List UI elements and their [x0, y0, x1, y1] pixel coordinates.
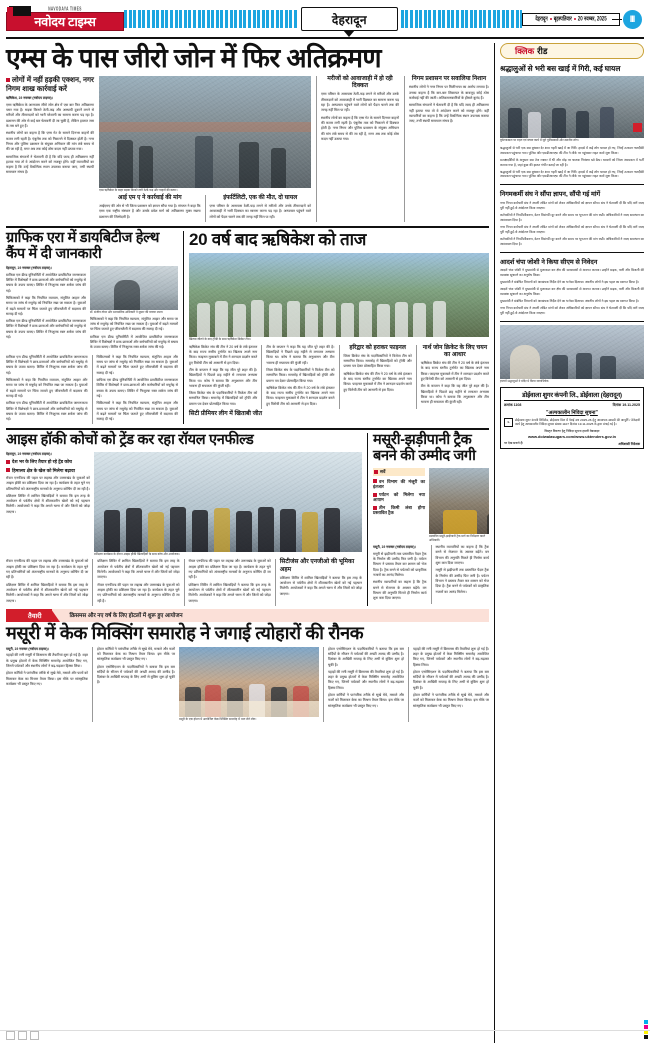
lead-column-1 [6, 76, 94, 222]
lead-sub-body-1: एम्स परिसर के आसपास ठेली-फड़ लगने से मरीजों और उनके तीमारदारों को आवाजाही में भारी दिक्कत का सामना करना पड़ रहा है। अस्पताल पहुंचने वाले लोगों को पैदल चलने तक की जगह नहीं मिल पा रही। [321, 92, 399, 113]
second-deck [6, 231, 489, 424]
cricket-column-4 [416, 345, 489, 409]
cake-tag-label: तैयारी [6, 609, 52, 622]
publication-logo[interactable] [6, 7, 124, 31]
lead-body-2: स्थानीय लोगों का कहना है कि एम्स गेट के सामने दिनभर वाहनों की कतार लगी रहती है। एंबुलेंस तक को निकलने में दिक्कत होती है। नगर निगम और पुलिस प्रशासन के संयुक्त अभियान की मांग लंबे समय से की जा रही है, मगर अब तक कोई ठोस कदम नहीं उठाया गया। [6, 131, 94, 152]
hockey-photo [94, 452, 362, 552]
rail-temple-caption: हजारों श्रद्धालुओं ने मंदिर में किया जलाभिषेक [500, 378, 549, 383]
footer-rule [0, 1030, 650, 1031]
lead-sub-body-1b: स्थानीय लोगों का कहना है कि एम्स गेट के सामने दिनभर वाहनों की कतार लगी रहती है। एंबुलेंस तक को निकलने में दिक्कत होती है। नगर निगम और पुलिस प्रशासन के संयुक्त अभियान की मांग लंबे समय से की जा रही है, मगर अब तक कोई ठोस कदम नहीं उठाया गया। [321, 115, 399, 141]
hockey-body-4: रॉयल एनफील्ड की पहल पर लद्दाख और उत्तराखंड के युवाओं को आइस हॉकी का प्रशिक्षण दिया जा रहा है। कार्यक्रम के तहत चुने गए प्रतिभागियों को अंतरराष्ट्रीय मानकों के अनुरूप कोचिंग दी जा रही है। [188, 559, 271, 580]
health-column-4 [92, 355, 179, 425]
hockey-body-2: रॉयल एनफील्ड की पहल पर लद्दाख और उत्तराखंड के युवाओं को आइस हॉकी का प्रशिक्षण दिया जा रहा है। कार्यक्रम के तहत चुने गए प्रतिभागियों को अंतरराष्ट्रीय मानकों के अनुरूप कोचिंग दी जा रही है। [6, 559, 89, 580]
hockey-story [6, 433, 362, 605]
lead-photo-caption: एम्स ऋषिकेश के बाहर सड़क किनारे लगी ठेली-फड़ और वाहनों की कतार। [99, 188, 178, 193]
ad-item-text: डोईवाला शुगर कंपनी लिमिटेड, डोईवाला मिल में पेराई सत्र 2025-26 हेतु आवश्यक सामग्री की आपूर्ति / ठेकेदारी कार्य हेतु अल्पकालीन निविदा सूचना संख्या 1107 दिनांक 19.11.2025 के द्वारा मंगाई गई है। [515, 417, 640, 427]
trek-body-1: मसूरी से झड़ीपानी तक प्रस्तावित पैदल ट्रैक के निर्माण की उम्मीद फिर जगी है। पर्यटन विभाग ने प्रस्ताव तैयार कर शासन को भेज दिया है। ट्रैक बनने से पर्यटकों को प्राकृतिक नजारों का आनंद मिलेगा। [373, 551, 427, 578]
hockey-body-3: प्रशिक्षण शिविर में शामिल खिलाड़ियों ने बताया कि इस तरह के आयोजन से पर्वतीय क्षेत्रों में शीतकालीन खेलों को नई पहचान मिलेगी। आयोजकों ने कहा कि अगले चरण में और जिलों को जोड़ा जाएगा। [97, 559, 180, 580]
cricket-subhead-2: नार्थ जोन क्रिकेट के लिए चयन का आधार [422, 344, 488, 358]
health-column-3 [6, 355, 88, 425]
trek-photo [429, 468, 489, 534]
cricket-body-3: जिला क्रिकेट संघ के पदाधिकारियों ने विजेता टीम को सम्मानित किया। समारोह में खिलाड़ियों को ट्रॉफी और प्रमाण पत्र देकर प्रोत्साहित किया गया। [343, 353, 412, 369]
dateline [522, 13, 620, 26]
lead-sub-body-3: आईएमए की ओर से भी जिला प्रशासन को ज्ञापन सौंपा गया है। संगठन ने कहा कि एम्स एक राष्ट्रीय संस्थान है और उसके प्रवेश मार्ग को अतिक्रमण मुक्त रखना प्रशासन की जिम्मेदारी है। [99, 204, 201, 219]
cake-body-2b: होटल एसोसिएशन के पदाधिकारियों ने बताया कि इस बार सर्दियों के सीजन में पर्यटकों की अच्छी आमद की उम्मीद है। दिसंबर के आखिरी सप्ताह के लिए अभी से बुकिंग शुरू हो चुकी है। [97, 664, 175, 685]
rail-lead-photo [500, 76, 644, 138]
cricket-column-3 [339, 345, 412, 409]
hockey-column-1 [6, 452, 90, 557]
reg-mark-2 [18, 1031, 27, 1040]
cricket-body-2: टीम के कप्तान ने कहा कि यह जीत पूरे शहर की है। खिलाड़ियों ने पिछले छह महीने से लगातार अभ्यास किया था। कोच ने बताया कि अनुशासन और टीम भावना ही सफलता की कुंजी रही। [266, 344, 335, 365]
ad-ref-label: क्रमांक [504, 402, 513, 407]
cricket-body-1c: जिला क्रिकेट संघ के पदाधिकारियों ने विजेता टीम को सम्मानित किया। समारोह में खिलाड़ियों को ट्रॉफी और प्रमाण पत्र देकर प्रोत्साहित किया गया। [189, 391, 258, 406]
cake-photo-caption: मसूरी के एक होटल में आयोजित केक मिक्सिंग समारोह में भाग लेते लोग। [179, 716, 257, 721]
page-body [6, 43, 644, 1043]
logo-title: नवोदय टाइम्स [34, 15, 96, 29]
decorative-bars-left [124, 10, 298, 28]
lead-body-1: एम्स ऋषिकेश के आसपास जीरो जोन क्षेत्र में एक बार फिर अतिक्रमण पसर गया है। सड़क किनारे ठेली-फड़ और अस्थायी दुकानें लगने से मरीजों और तीमारदारों को भारी परेशानी का सामना करना पड़ रहा है। प्रशासन की ओर से कई बार चेतावनी दी जा चुकी है, लेकिन हालात जस के तस बने हुए हैं। [6, 102, 94, 128]
health-body-3: ग्राफिक एरा डीम्ड यूनिवर्सिटी में आयोजित डायबिटीज जागरूकता शिविर में विशेषज्ञों ने छात्र-छात्राओं और कर्मचारियों को मधुमेह से बचाव के उपाय बताए। शिविर में निःशुल्क रक्त शर्करा जांच की गई। [6, 354, 88, 375]
page-number-badge [620, 10, 644, 29]
trek-column-2 [373, 545, 427, 603]
cricket-story [183, 231, 489, 424]
cake-byline: मसूरी, 19 नवम्बर (नवोदय टाइम्स)। [6, 646, 49, 651]
cake-photo [179, 647, 319, 717]
cricket-headline: 20 वर्ष बाद ऋषिकेश को ताज [189, 230, 367, 250]
hockey-bullet-2: हिमालय क्षेत्र के खेल को मिलेगा बढ़ावा [6, 468, 90, 473]
cake-body-4b: होटल एसोसिएशन के पदाधिकारियों ने बताया कि इस बार सर्दियों के सीजन में पर्यटकों की अच्छी आमद की उम्मीद है। दिसंबर के आखिरी सप्ताह के लिए अभी से बुकिंग शुरू हो चुकी है। [413, 669, 489, 690]
health-body-3c: ग्राफिक एरा डीम्ड यूनिवर्सिटी में आयोजित डायबिटीज जागरूकता शिविर में विशेषज्ञों ने छात्र-छात्राओं और कर्मचारियों को मधुमेह से बचाव के उपाय बताए। शिविर में निःशुल्क रक्त शर्करा जांच की गई। [6, 401, 88, 422]
rail-body-4b: नगर निगम कर्मचारी संघ ने अपनी लंबित मांगों को लेकर अधिकारियों को ज्ञापन सौंपा। संघ ने चेतावनी दी कि यदि मांगें जल्द पूरी नहीं हुईं तो आंदोलन किया जाएगा। [500, 224, 644, 234]
ad-notice-title: "अल्पकालीन निविदा सूचना" [546, 409, 598, 416]
cake-tag-line: क्रिसमस और नए वर्ष के लिए होटलों में शुरू हुए आयोजन [52, 609, 489, 622]
rail-story-3-body [500, 268, 644, 318]
cricket-body-1: ऋषिकेश क्रिकेट संघ की टीम ने 20 वर्ष के लंबे इंतजार के बाद राज्य स्तरीय टूर्नामेंट का खिताब अपने नाम किया। फाइनल मुकाबले में टीम ने शानदार प्रदर्शन करते हुए विरोधी टीम को आसानी से हरा दिया। [189, 344, 258, 365]
rail-body-6c: मुख्यमंत्री ने संबंधित विभागों को आवश्यक निर्देश देने का भरोसा दिलाया। स्थानीय लोगों ने इस पहल का स्वागत किया है। [500, 298, 639, 303]
health-photo-block [90, 266, 178, 353]
cake-body-1: पहाड़ों की रानी मसूरी में क्रिसमस की तैयारियां शुरू हो गई हैं। शहर के प्रमुख होटलों में केक मिक्सिंग समारोह आयोजित किए गए, जिनमें पर्यटकों और स्थानीय लोगों ने बढ़-चढ़कर हिस्सा लिया। [6, 653, 88, 668]
trek-bullet-3: तीन किमी लंबा होगा प्रस्तावित ट्रैक [373, 505, 425, 516]
ad-footer-text-2: पर देख सकते हैं। [504, 441, 524, 446]
cricket-body-4b: टीम के कप्तान ने कहा कि यह जीत पूरे शहर की है। खिलाड़ियों ने पिछले छह महीने से लगातार अभ्यास किया था। कोच ने बताया कि अनुशासन और टीम भावना ही सफलता की कुंजी रही। [420, 384, 489, 405]
lead-column-4 [404, 76, 489, 222]
dot-separator-icon-2 [574, 18, 576, 20]
lead-sub-body-2: स्थानीय लोगों ने नगर निगम पर मिलीभगत का आरोप लगाया है। उनका कहना है कि बार-बार शिकायत के बावजूद कोई ठोस कार्रवाई नहीं की जाती। अतिक्रमणकारियों के हौसले बुलंद हैं। [409, 85, 489, 100]
cake-body-1b: होटल कर्मियों ने पारंपरिक तरीके से सूखे मेवे, मसाले और फलों को मिलाकर केक का मिश्रण तैयार किया। इस मौके पर सांस्कृतिक कार्यक्रम भी प्रस्तुत किए गए। [6, 671, 88, 686]
ad-date [613, 403, 640, 408]
ad-date-value: 19.11.2025 [622, 402, 640, 407]
lead-body-3: सामाजिक संगठनों ने चेतावनी दी है कि यदि जल्द ही अतिक्रमण नहीं हटाया गया तो वे आंदोलन करने को मजबूर होंगे। वहीं व्यापारियों का कहना है कि उन्हें वैकल्पिक स्थान उपलब्ध कराया जाए, तभी स्थायी समाधान संभव है। [6, 154, 94, 175]
trek-story [367, 433, 489, 605]
reg-mark-1 [6, 1031, 15, 1040]
lead-sub-body-4: एम्स परिसर के आसपास ठेली-फड़ लगने से मरीजों और उनके तीमारदारों को आवाजाही में भारी दिक्कत का सामना करना पड़ रहा है। अस्पताल पहुंचने वाले लोगों को पैदल चलने तक की जगह नहीं मिल पा रही। [209, 204, 311, 219]
lead-byline: ऋषिकेश, 19 नवम्बर (नवोदय टाइम्स)। [6, 96, 53, 101]
trek-byline: मसूरी, 19 नवम्बर (नवोदय टाइम्स)। [373, 545, 416, 550]
third-deck [6, 433, 489, 605]
lead-headline: एम्स के पास जीरो जोन में फिर अतिक्रमण [6, 43, 381, 73]
cake-tag-strip [6, 609, 489, 622]
rail-body-6b: आदर्श चंपा जोशी ने मुख्यमंत्री से मुलाकात कर क्षेत्र की समस्याओं से अवगत कराया। उन्होंने सड़क, पानी और बिजली की व्यवस्था सुधारने का अनुरोध किया। [500, 287, 644, 297]
lead-columns [6, 76, 489, 222]
logo-box [6, 12, 124, 31]
cricket-column-1 [189, 345, 257, 409]
cake-column-3 [323, 647, 404, 722]
reg-mark-3 [30, 1031, 39, 1040]
health-photo [90, 266, 178, 310]
hockey-body-5: प्रशिक्षण शिविर में शामिल खिलाड़ियों ने बताया कि इस तरह के आयोजन से पर्वतीय क्षेत्रों में शीतकालीन खेलों को नई पहचान मिलेगी। आयोजकों ने कहा कि अगले चरण में और जिलों को जोड़ा जाएगा। [279, 575, 362, 596]
hockey-photo-caption: प्रशिक्षण कार्यक्रम के दौरान आइस हॉकी खिलाड़ियों के साथ कोच और आयोजक। [94, 552, 180, 557]
click-read-banner[interactable] [500, 43, 644, 59]
health-column-2 [90, 317, 178, 351]
hockey-column-2 [6, 559, 88, 606]
lead-photo-block [99, 76, 311, 222]
hockey-body-3b: रॉयल एनफील्ड की पहल पर लद्दाख और उत्तराखंड के युवाओं को आइस हॉकी का प्रशिक्षण दिया जा रहा है। कार्यक्रम के तहत चुने गए प्रतिभागियों को अंतरराष्ट्रीय मानकों के अनुरूप कोचिंग दी जा रही है। [97, 582, 180, 603]
city-edition-tab[interactable] [301, 7, 398, 31]
trek-bullet-2: पर्यटन को मिलेगा नया आयाम [373, 491, 425, 503]
ad-ref [504, 403, 521, 408]
ad-company-name: डोईवाला शुगर कंपनी लि., डोईवाला (देहरादून) [504, 390, 640, 401]
ad-footer-text: विस्तृत विवरण हेतु निविदा सूचना हमारी वेबसाइट [544, 428, 600, 433]
ad-date-label: दिनांक [612, 402, 622, 407]
cricket-photo-caption: खिताब जीतने के बाद ट्रॉफी के साथ ऋषिकेश क्रिकेट टीम। [189, 336, 251, 341]
rail-body-6d: नगर निगम कर्मचारी संघ ने अपनी लंबित मांगों को लेकर अधिकारियों को ज्ञापन सौंपा। संघ ने चेतावनी दी कि यदि मांगें जल्द पूरी नहीं हुईं तो आंदोलन किया जाएगा। [500, 305, 644, 315]
hockey-photo-block [94, 452, 362, 557]
lead-column-3 [316, 76, 399, 222]
lead-sub-body-2b: सामाजिक संगठनों ने चेतावनी दी है कि यदि जल्द ही अतिक्रमण नहीं हटाया गया तो वे आंदोलन करने को मजबूर होंगे। वहीं व्यापारियों का कहना है कि उन्हें वैकल्पिक स्थान उपलब्ध कराया जाए, तभी स्थायी समाधान संभव है। [409, 103, 489, 124]
click-read-label-1: क्लिक [515, 45, 535, 56]
cricket-subhead-1: हरिद्वार को हराकर फाइनल [349, 344, 406, 351]
ad-item-number: 1. [504, 418, 513, 427]
cake-story [6, 624, 489, 722]
trek-tag: सर्वे [373, 468, 425, 475]
health-byline: देहरादून, 19 नवम्बर (नवोदय टाइम्स)। [6, 265, 52, 270]
lead-sub-col-a [99, 195, 201, 222]
rail-body-6: मुख्यमंत्री ने संबंधित विभागों को आवश्यक निर्देश देने का भरोसा दिलाया। स्थानीय लोगों ने इस पहल का स्वागत किया है। [500, 280, 639, 285]
hockey-column-3 [92, 559, 179, 606]
lead-subcolumns [99, 195, 311, 222]
rail-lead-headline: श्रद्धालुओं से भरी बस खाई में गिरी, कई घायल [500, 64, 621, 73]
cake-body-3: होटल एसोसिएशन के पदाधिकारियों ने बताया कि इस बार सर्दियों के सीजन में पर्यटकों की अच्छी आमद की उम्मीद है। दिसंबर के आखिरी सप्ताह के लिए अभी से बुकिंग शुरू हो चुकी है। [328, 646, 404, 667]
rail-body-2: प्रत्यक्षदर्शियों के अनुसार बस तेज रफ्तार में थी और मोड़ पर चालक नियंत्रण खो बैठा। घायलों को जिला अस्पताल में भर्ती कराया गया है, जहां कुछ की हालत गंभीर बताई जा रही है। [500, 157, 644, 167]
lead-photo [99, 76, 311, 188]
rail-body-3: नगर निगम कर्मचारी संघ ने अपनी लंबित मांगों को लेकर अधिकारियों को ज्ञापन सौंपा। संघ ने चेतावनी दी कि यदि मांगें जल्द पूरी नहीं हुईं तो आंदोलन किया जाएगा। [500, 201, 644, 211]
main-content-zone [6, 43, 489, 1043]
page-number-text: III [623, 10, 642, 29]
rail-lead-photo-caption: दुर्घटनास्थल पर राहत एवं बचाव कार्य में जुटे पुलिसकर्मी और स्थानीय लोग। [500, 137, 579, 142]
lead-bottom-divider [6, 226, 489, 228]
trek-body-2: स्थानीय व्यापारियों का कहना है कि ट्रैक बनने से रोजगार के अवसर बढ़ेंगे। वन विभाग की अनुमति मिलते ही निर्माण कार्य शुरू करा दिया जाएगा। [435, 545, 489, 566]
cricket-column-2 [261, 345, 334, 409]
decorative-bars-right [401, 10, 522, 28]
dateline-city: देहरादून [535, 14, 548, 22]
print-registration-marks [6, 1031, 39, 1040]
cake-body-4c: होटल कर्मियों ने पारंपरिक तरीके से सूखे मेवे, मसाले और फलों को मिलाकर केक का मिश्रण तैयार किया। इस मौके पर सांस्कृतिक कार्यक्रम भी प्रस्तुत किए गए। [413, 693, 489, 708]
hockey-body-4b: प्रशिक्षण शिविर में शामिल खिलाड़ियों ने बताया कि इस तरह के आयोजन से पर्वतीय क्षेत्रों में शीतकालीन खेलों को नई पहचान मिलेगी। आयोजकों ने कहा कि अगले चरण में और जिलों को जोड़ा जाएगा। [188, 582, 271, 603]
health-body-1c: ग्राफिक एरा डीम्ड यूनिवर्सिटी में आयोजित डायबिटीज जागरूकता शिविर में विशेषज्ञों ने छात्र-छात्राओं और कर्मचारियों को मधुमेह से बचाव के उपाय बताए। शिविर में निःशुल्क रक्त शर्करा जांच की गई। [6, 319, 86, 340]
health-photo-caption: डॉ. संजीव तोमर और प्रशासनिक अधिकारी ने सुधार की बताया उपाय [90, 309, 163, 314]
page-connector-line [612, 19, 622, 20]
rail-divider-2 [500, 252, 644, 253]
health-body-2: चिकित्सकों ने कहा कि नियमित व्यायाम, संतुलित आहार और समय पर जांच से मधुमेह को नियंत्रित रखा जा सकता है। युवाओं में बढ़ते मामलों पर चिंता जताते हुए जीवनशैली में बदलाव की सलाह दी गई। [90, 316, 178, 332]
trek-column-3 [431, 545, 490, 603]
cricket-body-2b: जिला क्रिकेट संघ के पदाधिकारियों ने विजेता टीम को सम्मानित किया। समारोह में खिलाड़ियों को ट्रॉफी और प्रमाण पत्र देकर प्रोत्साहित किया गया। [266, 367, 335, 383]
health-body-1b: चिकित्सकों ने कहा कि नियमित व्यायाम, संतुलित आहार और समय पर जांच से मधुमेह को नियंत्रित रखा जा सकता है। युवाओं में बढ़ते मामलों पर चिंता जताते हुए जीवनशैली में बदलाव की सलाह दी गई। [6, 295, 86, 316]
cake-column-2 [92, 647, 175, 722]
dateline-day: बृहस्पतिवार [553, 14, 572, 22]
rail-body-1: श्रद्धालुओं से भरी एक बस बुधवार देर शाम गहरी खाई में जा गिरी। हादसे में कई लोग घायल हो गए, जिन्हें तत्काल नजदीकी अस्पताल पहुंचाया गया। पुलिस और एसडीआरएफ की टीम ने मौके पर पहुंचकर राहत कार्य शुरू किया। [500, 145, 644, 155]
cake-photo-block [179, 647, 319, 722]
health-story [6, 231, 178, 424]
cake-headline: मसूरी में केक मिक्सिंग समारोह ने जगाई त्योहारों की रौनक [6, 622, 364, 643]
city-edition-label: देहरादून [331, 12, 367, 27]
rail-divider-3 [500, 321, 644, 322]
ad-ref-value: 1108 [513, 402, 522, 407]
rail-divider-1 [500, 184, 644, 185]
cricket-body-4: ऋषिकेश क्रिकेट संघ की टीम ने 20 वर्ष के लंबे इंतजार के बाद राज्य स्तरीय टूर्नामेंट का खिताब अपने नाम किया। फाइनल मुकाबले में टीम ने शानदार प्रदर्शन करते हुए विरोधी टीम को आसानी से हरा दिया। [420, 361, 489, 381]
flag-icon [9, 6, 31, 16]
dateline-date: 20 नवम्बर, 2025 [577, 14, 607, 22]
cake-column-4 [408, 647, 489, 722]
lead-subhead-3: आई एम ए ने कार्रवाई की मांग [117, 194, 182, 201]
hockey-body-1b: प्रशिक्षण शिविर में शामिल खिलाड़ियों ने बताया कि इस तरह के आयोजन से पर्वतीय क्षेत्रों में शीतकालीन खेलों को नई पहचान मिलेगी। आयोजकों ने कहा कि अगले चरण में और जिलों को जोड़ा जाएगा। [6, 493, 90, 514]
masthead [6, 4, 644, 34]
ad-website-url[interactable]: www.doiwalasugars.com/www.uktenders.gov.in [527, 434, 617, 440]
health-column-1 [6, 266, 86, 353]
rail-body-2b: श्रद्धालुओं से भरी एक बस बुधवार देर शाम गहरी खाई में जा गिरी। हादसे में कई लोग घायल हो गए, जिन्हें तत्काल नजदीकी अस्पताल पहुंचाया गया। पुलिस और एसडीआरएफ की टीम ने मौके पर पहुंचकर राहत कार्य शुरू किया। [500, 169, 644, 179]
health-body-1: ग्राफिक एरा डीम्ड यूनिवर्सिटी में आयोजित डायबिटीज जागरूकता शिविर में विशेषज्ञों ने छात्र-छात्राओं और कर्मचारियों को मधुमेह से बचाव के उपाय बताए। शिविर में निःशुल्क रक्त शर्करा जांच की गई। [6, 272, 86, 293]
lead-subhead-4: इंफर्टिलिटी, एक की मौत, दो घायल [223, 194, 298, 201]
cricket-columns [189, 345, 489, 409]
hockey-body-1: रॉयल एनफील्ड की पहल पर लद्दाख और उत्तराखंड के युवाओं को आइस हॉकी का प्रशिक्षण दिया जा रहा है। कार्यक्रम के तहत चुने गए प्रतिभागियों को अंतरराष्ट्रीय मानकों के अनुरूप कोचिंग दी जा रही है। [6, 475, 90, 491]
lead-subhead-2: निगम प्रशासन पर सवालिया निशान [411, 76, 487, 83]
rail-headline-3: आदर्श चंपा जोशी ने किया सीएम से निवेदन [500, 258, 598, 266]
rail-story-2-body [500, 201, 644, 249]
logo-kicker-text: NAVODAYA TIMES [48, 5, 82, 13]
lead-story [6, 43, 489, 222]
hockey-byline: देहरादून, 19 नवम्बर (नवोदय टाइम्स)। [6, 452, 52, 457]
cake-column-1 [6, 647, 88, 722]
tender-advertisement [500, 387, 644, 450]
hockey-headline: आइस हॉकी कोचों को ट्रेंड कर रहा रॉयल एनफील्ड [6, 432, 254, 449]
hockey-body-2b: प्रशिक्षण शिविर में शामिल खिलाड़ियों ने बताया कि इस तरह के आयोजन से पर्वतीय क्षेत्रों में शीतकालीन खेलों को नई पहचान मिलेगी। आयोजकों ने कहा कि अगले चरण में और जिलों को जोड़ा जाएगा। [6, 582, 89, 603]
cricket-body-3b: ऋषिकेश क्रिकेट संघ की टीम ने 20 वर्ष के लंबे इंतजार के बाद राज्य स्तरीय टूर्नामेंट का खिताब अपने नाम किया। फाइनल मुकाबले में टीम ने शानदार प्रदर्शन करते हुए विरोधी टीम को आसानी से हरा दिया। [343, 371, 412, 392]
health-body-3b: चिकित्सकों ने कहा कि नियमित व्यायाम, संतुलित आहार और समय पर जांच से मधुमेह को नियंत्रित रखा जा सकता है। युवाओं में बढ़ते मामलों पर चिंता जताते हुए जीवनशैली में बदलाव की सलाह दी गई। [6, 377, 88, 398]
rail-temple-photo [500, 325, 644, 379]
lead-sub-col-b [205, 195, 312, 222]
hockey-column-4 [184, 559, 271, 606]
rail-body-4c: कर्मचारियों ने नियमितीकरण, वेतन विसंगति दूर करने और समय पर भुगतान की मांग रखी। अधिकारियों ने जल्द समाधान का आश्वासन दिया है। [500, 236, 644, 246]
trek-body-1b: स्थानीय व्यापारियों का कहना है कि ट्रैक बनने से रोजगार के अवसर बढ़ेंगे। वन विभाग की अनुमति मिलते ही निर्माण कार्य शुरू करा दिया जाएगा। [373, 580, 427, 601]
hockey-side-head: सिटीजंस और एनजीओ की भूमिका अहम [279, 559, 355, 573]
cricket-photo [189, 253, 489, 337]
health-body-4b: ग्राफिक एरा डीम्ड यूनिवर्सिटी में आयोजित डायबिटीज जागरूकता शिविर में विशेषज्ञों ने छात्र-छात्राओं और कर्मचारियों को मधुमेह से बचाव के उपाय बताए। शिविर में निःशुल्क रक्त शर्करा जांच की गई। [96, 377, 178, 398]
trek-bullet-1: वन विभाग की मंजूरी का इंतजार [373, 478, 425, 489]
lead-subhead-1: मरीजों को आवाजाही में हो रही दिक्कत [327, 76, 393, 90]
cake-body-4: पहाड़ों की रानी मसूरी में क्रिसमस की तैयारियां शुरू हो गई हैं। शहर के प्रमुख होटलों में केक मिक्सिंग समारोह आयोजित किए गए, जिनमें पर्यटकों और स्थानीय लोगों ने बढ़-चढ़कर हिस्सा लिया। [413, 646, 489, 667]
lead-bullet-headline: लोगों में नहीं हड़की एक्शन, नगर निगम शाख कार्रवाई करें [6, 75, 94, 93]
health-body-4: चिकित्सकों ने कहा कि नियमित व्यायाम, संतुलित आहार और समय पर जांच से मधुमेह को नियंत्रित रखा जा सकता है। युवाओं में बढ़ते मामलों पर चिंता जताते हुए जीवनशैली में बदलाव की सलाह दी गई। [96, 354, 178, 375]
cricket-body-1b: टीम के कप्तान ने कहा कि यह जीत पूरे शहर की है। खिलाड़ियों ने पिछले छह महीने से लगातार अभ्यास किया था। कोच ने बताया कि अनुशासन और टीम भावना ही सफलता की कुंजी रही। [189, 367, 258, 388]
cake-body-3c: होटल कर्मियों ने पारंपरिक तरीके से सूखे मेवे, मसाले और फलों को मिलाकर केक का मिश्रण तैयार किया। इस मौके पर सांस्कृतिक कार्यक्रम भी प्रस्तुत किए गए। [328, 693, 404, 708]
cake-columns [6, 647, 489, 722]
cake-body-3b: पहाड़ों की रानी मसूरी में क्रिसमस की तैयारियां शुरू हो गई हैं। शहर के प्रमुख होटलों में केक मिक्सिंग समारोह आयोजित किए गए, जिनमें पर्यटकों और स्थानीय लोगों ने बढ़-चढ़कर हिस्सा लिया। [328, 669, 404, 690]
rail-body-5: आदर्श चंपा जोशी ने मुख्यमंत्री से मुलाकात कर क्षेत्र की समस्याओं से अवगत कराया। उन्होंने सड़क, पानी और बिजली की व्यवस्था सुधारने का अनुरोध किया। [500, 268, 644, 278]
ad-item [504, 418, 640, 427]
rail-body-4: कर्मचारियों ने नियमितीकरण, वेतन विसंगति दूर करने और समय पर भुगतान की मांग रखी। अधिकारियों ने जल्द समाधान का आश्वासन दिया है। [500, 212, 644, 222]
hockey-bullet-1: देश भर के लिए तैयार हो रहे ट्रेंड कोच [6, 459, 90, 464]
masthead-divider [6, 37, 644, 39]
second-deck-divider [6, 428, 489, 430]
cricket-subhead-3: सिटी प्रीमियर लीग में खिताबी जीत [189, 411, 262, 418]
rail-headline-2: निगमकर्मी संघ ने सौंपा ज्ञापन, सौंपी गई मांगें [500, 191, 601, 199]
trek-column-1 [373, 468, 425, 543]
right-rail [494, 43, 644, 1043]
trek-headline: मसूरी-झड़ीपानी ट्रैक बनने की उम्मीद जगी [373, 432, 476, 465]
cricket-body-2c: ऋषिकेश क्रिकेट संघ की टीम ने 20 वर्ष के लंबे इंतजार के बाद राज्य स्तरीय टूर्नामेंट का खिताब अपने नाम किया। फाइनल मुकाबले में टीम ने शानदार प्रदर्शन करते हुए विरोधी टीम को आसानी से हरा दिया। [266, 385, 335, 406]
trek-photo-block [429, 468, 489, 543]
rail-lead-body [500, 146, 644, 182]
health-body-4c: चिकित्सकों ने कहा कि नियमित व्यायाम, संतुलित आहार और समय पर जांच से मधुमेह को नियंत्रित रखा जा सकता है। युवाओं में बढ़ते मामलों पर चिंता जताते हुए जीवनशैली में बदलाव की सलाह दी गई। [96, 401, 178, 422]
ad-signatory: अधिशासी निदेशक [618, 442, 640, 447]
click-read-label-2: रीड [537, 45, 548, 56]
health-headline: ग्राफिक एरा में डायबिटीज हेल्थ कैंप में दी जानकारी [6, 230, 160, 263]
hockey-column-5 [275, 559, 362, 606]
health-body-2b: ग्राफिक एरा डीम्ड यूनिवर्सिटी में आयोजित डायबिटीज जागरूकता शिविर में विशेषज्ञों ने छात्र-छात्राओं और कर्मचारियों को मधुमेह से बचाव के उपाय बताए। शिविर में निःशुल्क रक्त शर्करा जांच की गई। [90, 334, 178, 350]
trek-photo-caption: प्रस्तावित मसूरी-झड़ीपानी ट्रैक मार्ग का निरीक्षण करते अधिकारी। [429, 534, 486, 543]
trek-body-2b: मसूरी से झड़ीपानी तक प्रस्तावित पैदल ट्रैक के निर्माण की उम्मीद फिर जगी है। पर्यटन विभाग ने प्रस्ताव तैयार कर शासन को भेज दिया है। ट्रैक बनने से पर्यटकों को प्राकृतिक नजारों का आनंद मिलेगा। [435, 568, 489, 594]
cake-body-2: होटल कर्मियों ने पारंपरिक तरीके से सूखे मेवे, मसाले और फलों को मिलाकर केक का मिश्रण तैयार किया। इस मौके पर सांस्कृतिक कार्यक्रम भी प्रस्तुत किए गए। [97, 646, 175, 662]
dot-separator-icon [550, 18, 552, 20]
